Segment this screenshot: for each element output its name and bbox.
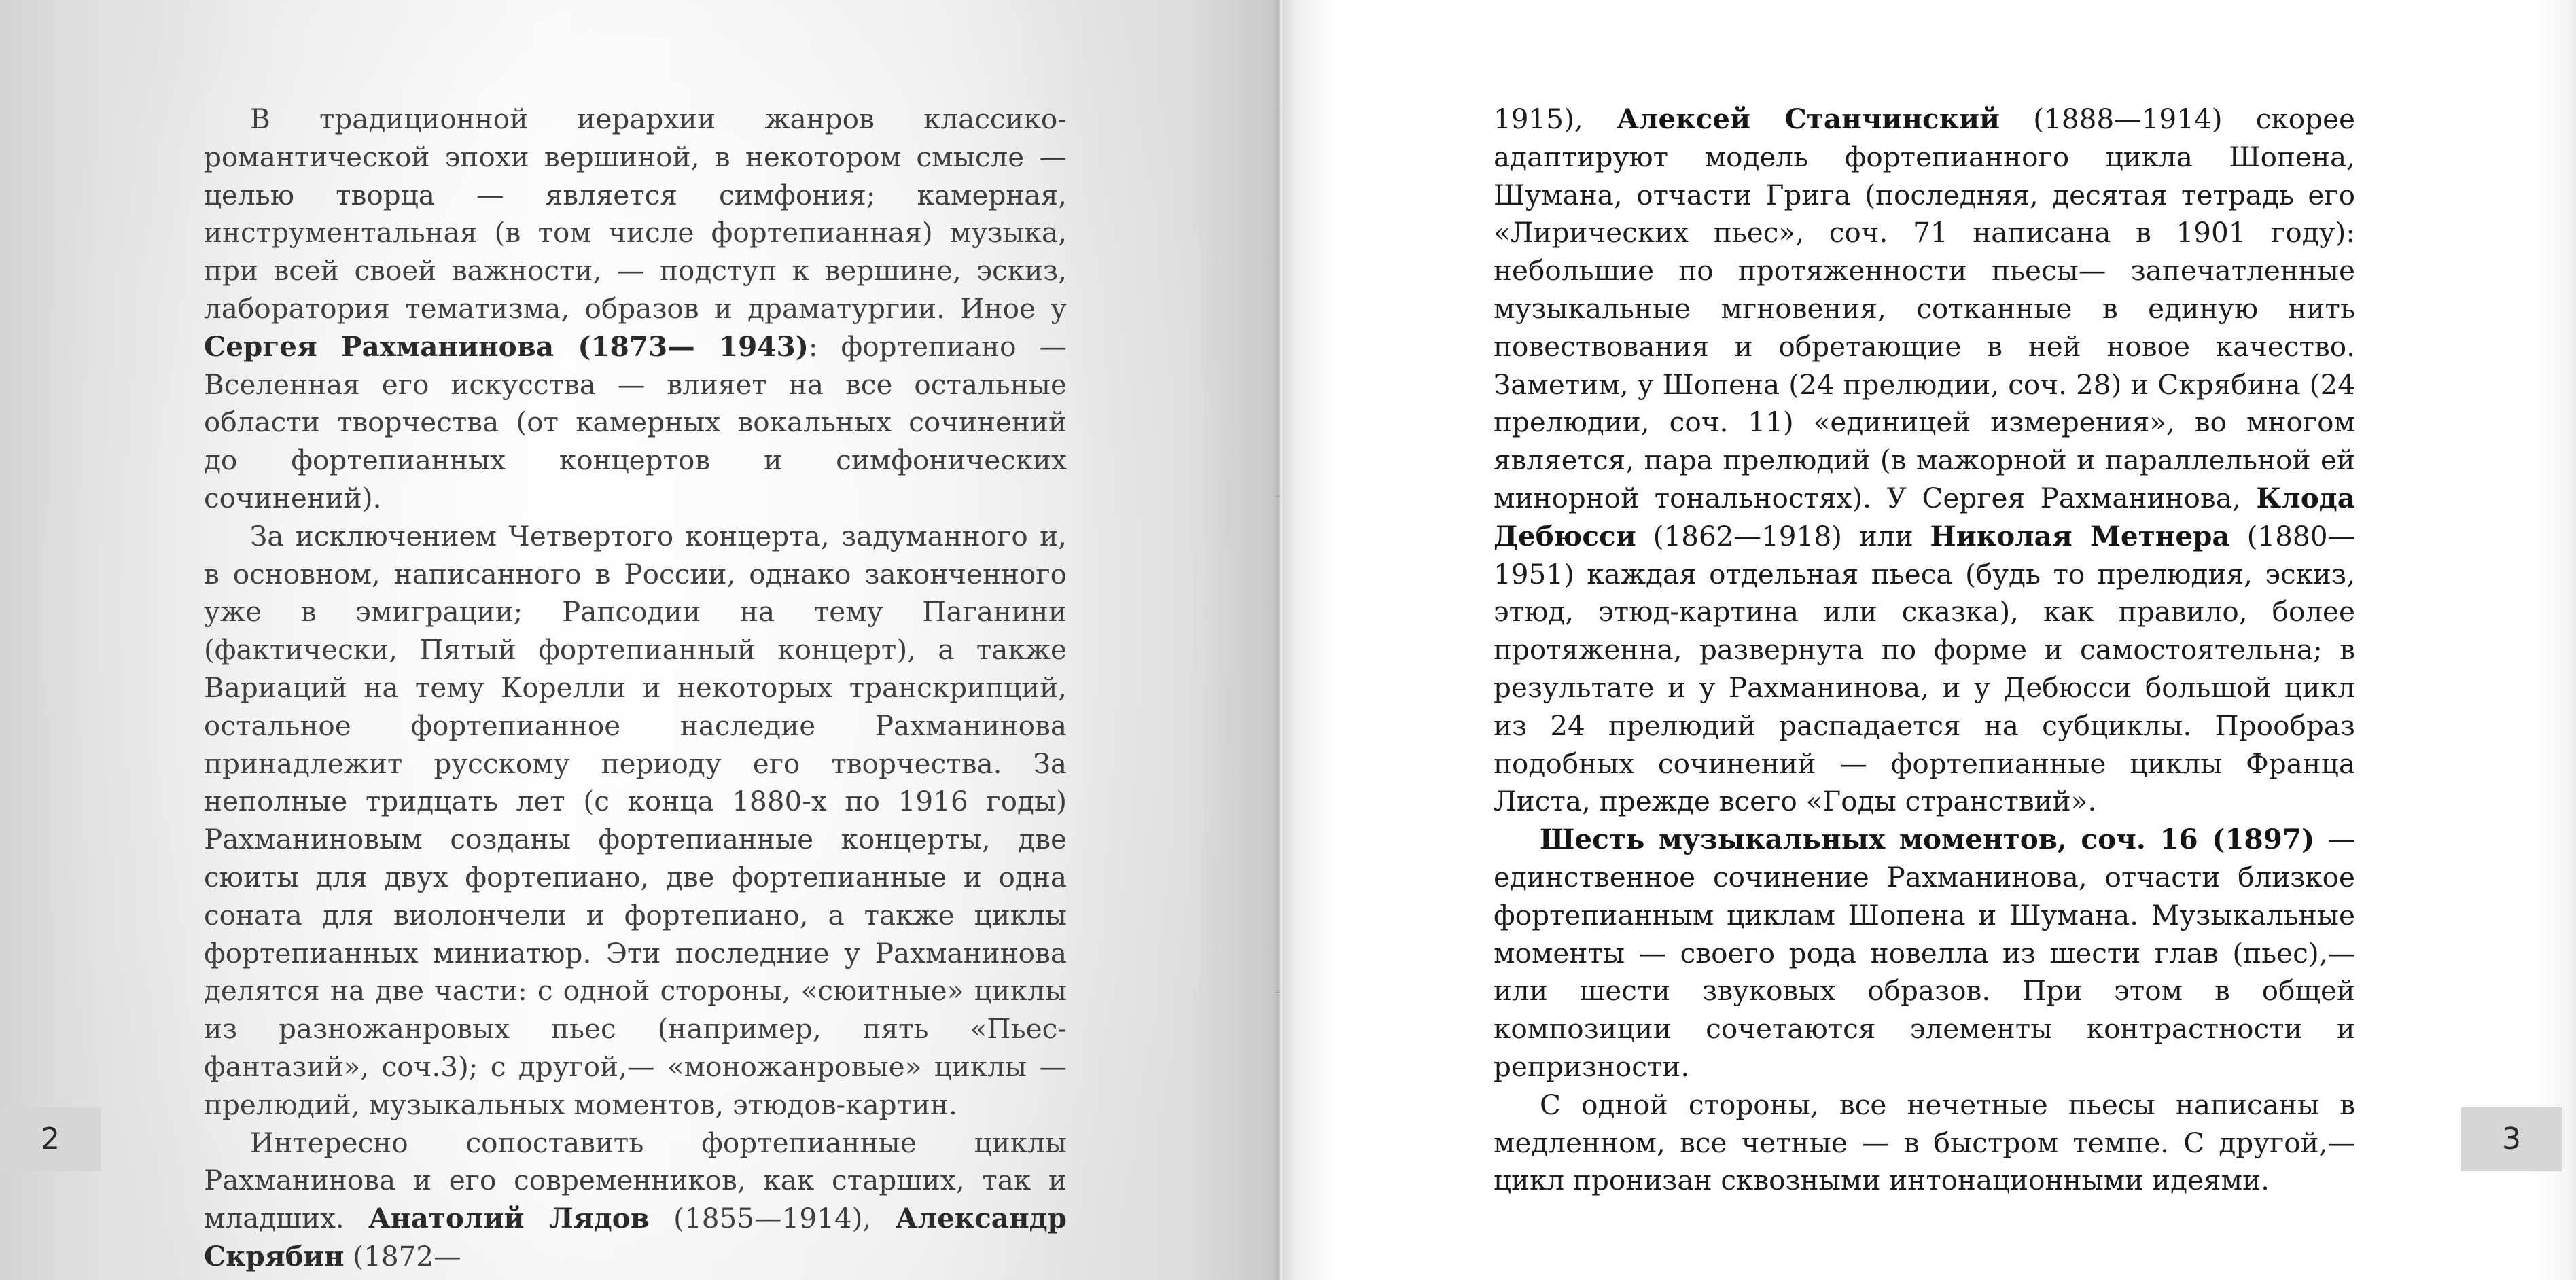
page-number-right: 3	[2461, 1107, 2562, 1171]
spine-mark	[1275, 496, 1280, 497]
text-run: (1888—1914) скорее адаптируют модель фортепианного цикла Шопена, Шумана, отчасти Грига (последняя, десятая тетрадь его «Лирических пьес», соч. 71 написана в 1901 году): небольшие по протяженности пьесы— запечатленные музыкальные мгновения, сотканные в единую нить повествования и обретающие в ней новое качество. Заметим, у Шопена (24 прелюдии, соч. 28) и Скрябина (24 прелюдии, соч. 11) «единицей измерения», во многом является, пара прелюдий (в мажорной и параллельной ей минорной тональностях). У Сергея Рахманинова,	[1494, 103, 2355, 514]
bold-text-run: Анатолий Лядов	[368, 1202, 650, 1235]
text-run: — единственное сочинение Рахманинова, отчасти близкое фортепианным циклам Шопена и Шумана. Музыкальные моменты — своего рода новелла из шести глав (пьес),— или шести звуковых образов. При этом в общей композиции сочетаются элементы контрастности и репризности.	[1494, 823, 2355, 1083]
text-run: С одной стороны, все нечетные пьесы написаны в медленном, все четные — в быстром темпе. С другой,— цикл пронизан сквозными интонационными идеями.	[1494, 1088, 2355, 1197]
text-run: За исключением Четвертого концерта, задуманного и, в основном, написанного в России, однако законченного уже в эмиграции; Рапсодии на тему Паганини (фактически, Пятый фортепианный концерт), а также Вариаций на тему Корелли и некоторых транскрипций, остальное фортепианное наследие Рахманинова принадлежит русскому периоду его творчества. За неполные тридцать лет (с конца 1880-х по 1916 годы) Рахманиновым созданы фортепианные концерты, две сюиты для двух фортепиано, две фортепианные и одна соната для виолончели и фортепиано, а также циклы фортепианных миниатюр. Эти последние у Рахманинова делятся на две части: с одной стороны, «сюитные» циклы из разножанровых пьес (например, пять «Пьес-фантазий», соч.3); с другой,— «моножанровые» циклы — прелюдий, музыкальных моментов, этюдов-картин.	[204, 519, 1067, 1121]
left-page	[0, 0, 1279, 1280]
bold-text-run: Алексей Станчинский	[1617, 103, 2000, 135]
bold-text-run: Александр Скрябин	[204, 1202, 1067, 1273]
bold-text-run: Клода Дебюсси	[1494, 481, 2355, 552]
left-page-text	[204, 101, 1067, 1276]
right-paragraph-1	[1494, 101, 2355, 821]
text-run: (1855—1914),	[649, 1202, 896, 1235]
text-run: (1880—1951) каждая отдельная пьеса (будь то прелюдия, эскиз, этюд, этюд-картина или сказка), как правило, более протяженна, развернута по форме и самостоятельна; в результате и у Рахманинова, и у Дебюсси большой цикл из 24 прелюдий распадается на субциклы. Прообраз подобных сочинений — фортепианные циклы Франца Листа, прежде всего «Годы странствий».	[1494, 519, 2356, 818]
left-paragraph-3	[204, 1124, 1067, 1276]
right-page	[1283, 0, 2576, 1280]
text-run: (1862—1918) или	[1636, 519, 1930, 552]
bold-text-run: Шесть музыкальных моментов, соч. 16 (1897)	[1540, 823, 2315, 856]
text-run: В традиционной иерархии жанров классико-романтической эпохи вершиной, в некотором смысле — целью творца — является симфония; камерная, инструментальная (в том числе фортепианная) музыка, при всей своей важности, — подступ к вершине, эскиз, лаборатория тематизма, образов и драматургии. Иное у	[204, 103, 1067, 325]
left-paragraph-2	[204, 518, 1067, 1124]
spine-mark	[1275, 992, 1280, 993]
right-paragraph-3	[1494, 1086, 2355, 1200]
text-run: 1915),	[1494, 103, 1617, 135]
text-run: (1872—	[344, 1239, 461, 1273]
bold-text-run: Николая Метнера	[1930, 519, 2230, 552]
right-page-text	[1494, 101, 2355, 1200]
right-paragraph-2	[1494, 821, 2355, 1086]
text-run: Интересно сопоставить фортепианные циклы Рахманинова и его современников, как старших, так и младших.	[204, 1126, 1067, 1235]
page-number-left: 2	[0, 1107, 101, 1171]
left-paragraph-1	[204, 101, 1067, 518]
bold-text-run: Сергея Рахманинова (1873— 1943)	[204, 330, 809, 363]
text-run: : фортепиано — Вселенная его искусства — влияет на все остальные области творчества (от камерных вокальных сочинений до фортепианных концертов и симфонических сочинений).	[204, 330, 1067, 514]
